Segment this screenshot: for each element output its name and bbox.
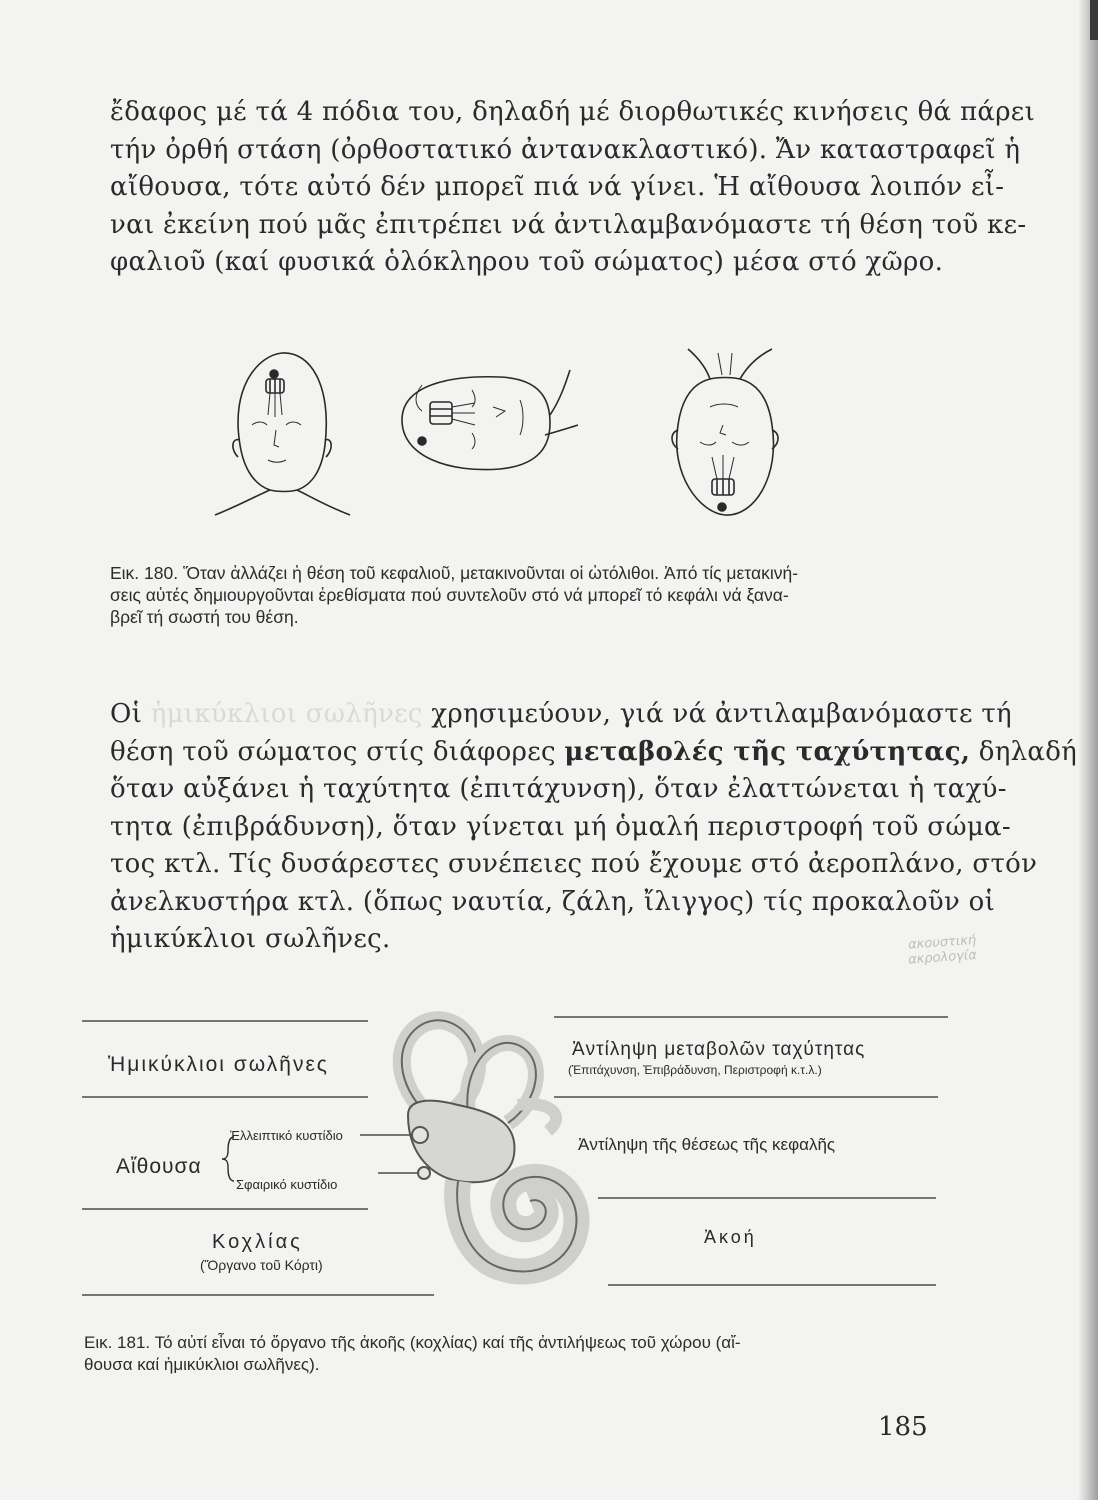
- figure-181-caption: [84, 1332, 944, 1376]
- head-lying-illustration: [402, 370, 578, 470]
- figure-180-caption: [110, 562, 930, 628]
- paragraph-2-line: τος κτλ. Τίς δυσάρεστες συνέπειες πού ἔχουμε στό ἀεροπλάνο, στόν: [110, 849, 1038, 879]
- paragraph-2-line: ἀνελκυστήρα κτλ. (ὅπως ναυτία, ζάλη, ἴλιγγος) τίς προκαλοῦν οἱ: [110, 886, 996, 917]
- paragraph-2-line: ἡμικύκλιοι σωλῆνες.: [110, 924, 391, 954]
- paragraph-1-line: φαλιοῦ (καί φυσικά ὁλόκληρου τοῦ σώματος) μέσα στό χῶρο.: [110, 247, 944, 277]
- label-semicircular-canals: Ἡμικύκλιοι σωλῆνες: [108, 1053, 329, 1076]
- paragraph-2-lead: Οἱ: [110, 699, 143, 729]
- paragraph-1-line: ἔδαφος μέ τά 4 πόδια του, δηλαδή μέ διορθωτικές κινήσεις θά πάρει: [110, 97, 1036, 127]
- paragraph-2-line: τητα (ἐπιβράδυνση), ὅταν γίνεται μή ὁμαλή περιστροφή τοῦ σώμα-: [110, 811, 1011, 842]
- figure-180-head-drawings: [200, 345, 920, 525]
- paragraph-2-line: [110, 696, 1012, 734]
- paragraph-2-bold-term: μεταβολές τῆς ταχύτητας,: [564, 736, 971, 767]
- handwritten-margin-note: [908, 932, 1068, 1012]
- caption-line: θουσα καί ἡμικύκλιοι σωλῆνες).: [84, 1355, 320, 1374]
- label-head-position: Ἀντίληψη τῆς θέσεως τῆς κεφαλῆς: [578, 1135, 836, 1154]
- paragraph-2-text: θέση τοῦ σώματος στίς διάφορες: [110, 736, 556, 767]
- label-cochlea: Κοχλίας: [212, 1231, 303, 1253]
- head-inverted-illustration: [672, 349, 778, 515]
- label-vestibule: Αἴθουσα: [116, 1155, 202, 1178]
- paragraph-2-faded-term: ἡμικύκλιοι σωλῆνες: [150, 699, 423, 729]
- label-organ-of-corti: (Ὄργανο τοῦ Κόρτι): [200, 1257, 323, 1273]
- page-edge-shadow: [1078, 0, 1098, 1500]
- label-utricle: Ἐλλειπτικό κυστίδιο: [230, 1128, 343, 1143]
- paragraph-1-line: τήν ὀρθή στάση (ὀρθοστατικό ἀντανακλαστικό). Ἄν καταστραφεῖ ἡ: [110, 134, 1021, 165]
- label-speed-perception-sub: (Ἐπιτάχυνση, Ἐπιβράδυνση, Περιστροφή κ.τ.λ.): [568, 1063, 822, 1077]
- head-upright-illustration: [215, 353, 350, 515]
- label-hearing: Ἀκοή: [704, 1227, 757, 1247]
- margin-note-line: ακουστική: [907, 932, 977, 953]
- paragraph-1: [110, 94, 1036, 282]
- caption-line: Εικ. 180. Ὅταν ἀλλάζει ἡ θέση τοῦ κεφαλιοῦ, μετακινοῦνται οἱ ὠτόλιθοι. Ἀπό τίς μετακινή-: [110, 563, 799, 583]
- figure-181-inner-ear: [78, 1005, 948, 1315]
- paragraph-1-line: αἴθουσα, τότε αὐτό δέν μπορεῖ πιά νά γίνει. Ἡ αἴθουσα λοιπόν εἶ-: [110, 172, 1005, 202]
- paragraph-2-text: χρησιμεύουν, γιά νά ἀντιλαμβανόμαστε τή: [431, 699, 1012, 729]
- label-speed-perception: Ἀντίληψη μεταβολῶν ταχύτητας: [572, 1039, 866, 1060]
- margin-note-line: ακρολογία: [907, 947, 978, 968]
- page-edge-corner: [1090, 0, 1098, 40]
- page-number: 185: [878, 1412, 928, 1442]
- caption-line: σεις αὐτές δημιουργοῦνται ἐρεθίσματα πού συντελοῦν στό νά μπορεῖ τό κεφάλι νά ξανα-: [110, 585, 789, 605]
- caption-line: Εικ. 181. Τό αὐτί εἶναι τό ὄργανο τῆς ἀκοῆς (κοχλίας) καί τῆς ἀντιλήψεως τοῦ χώρου (αἴ-: [84, 1333, 741, 1352]
- label-saccule: Σφαιρικό κυστίδιο: [236, 1177, 338, 1192]
- paragraph-2-line: ὅταν αὐξάνει ἡ ταχύτητα (ἐπιτάχυνση), ὅταν ἐλαττώνεται ἡ ταχύ-: [110, 774, 1007, 804]
- paragraph-2-line: [110, 734, 1078, 772]
- paragraph-2-text: δηλαδή: [978, 736, 1078, 767]
- paragraph-1-line: ναι ἐκείνη πού μᾶς ἐπιτρέπει νά ἀντιλαμβανόμαστε τή θέση τοῦ κε-: [110, 209, 1027, 240]
- caption-line: βρεῖ τή σωστή του θέση.: [110, 607, 299, 627]
